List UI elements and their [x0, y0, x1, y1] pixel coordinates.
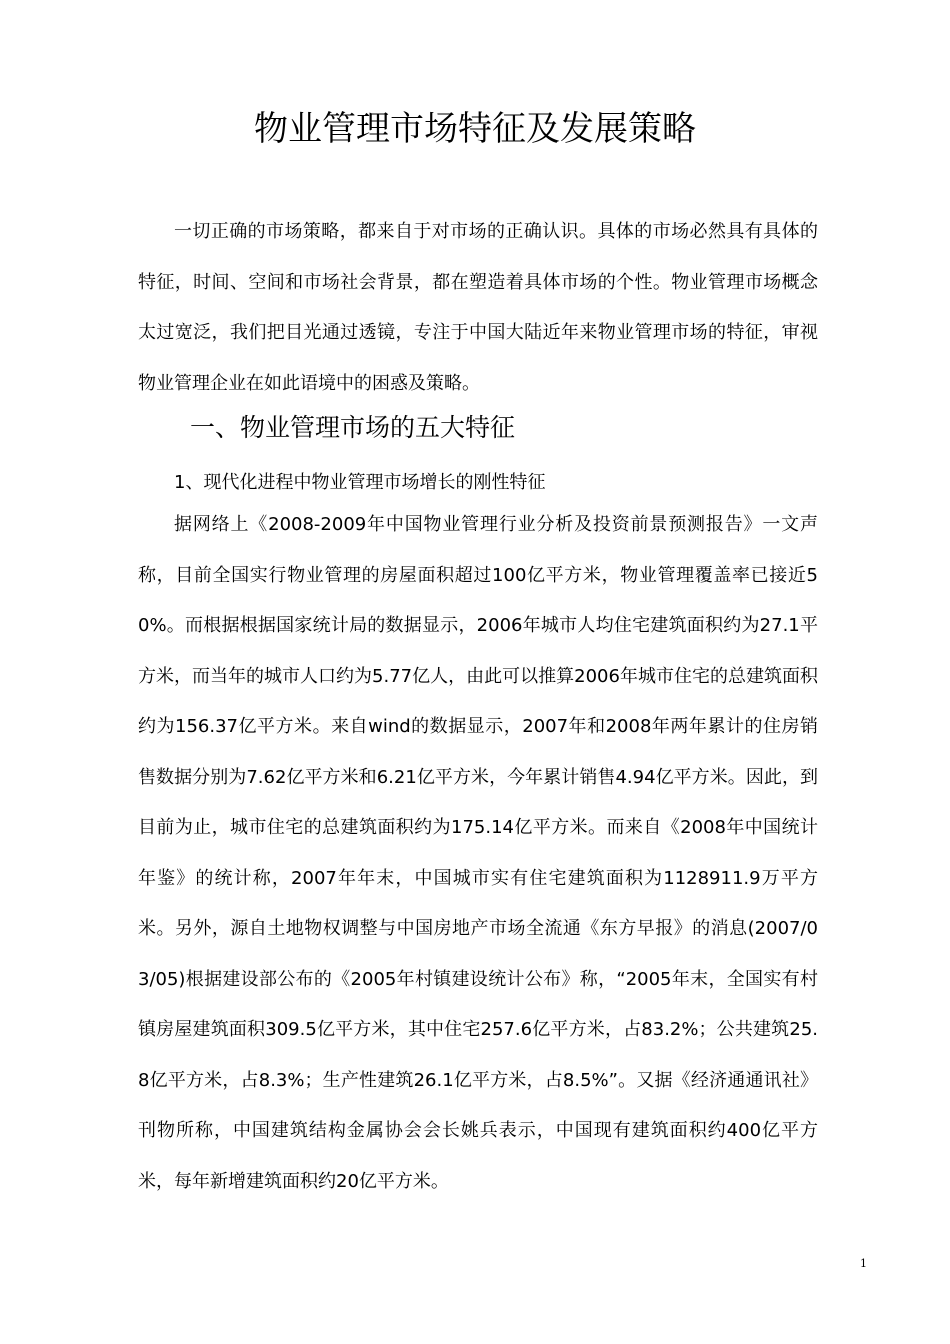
- section-heading: 一、物业管理市场的五大特征: [190, 413, 516, 442]
- body-paragraph: 据网络上《2008-2009年中国物业管理行业分析及投资前景预测报告》一文声称，目前全国实行物业管理的房屋面积超过100亿平方米，物业管理覆盖率已接近50%。而根据根据国家统计局的数据显示，2006年城市人均住宅建筑面积约为27.1平方米，而当年的城市人口约为5.77亿人，由此可以推算2006年城市住宅的总建筑面积约为156.37亿平方米。来自wind的数据显示，2007年和2008年两年累计的住房销售数据分别为7.62亿平方米和6.21亿平方米，今年累计销售4.94亿平方米。因此，到目前为止，城市住宅的总建筑面积约为175.14亿平方米。而来自《2008年中国统计年鉴》的统计称，2007年年末，中国城市实有住宅建筑面积为1128911.9万平方米。另外，源自土地物权调整与中国房地产市场全流通《东方早报》的消息(2007/03/05)根据建设部公布的《2005年村镇建设统计公布》称，“2005年末，全国实有村镇房屋建筑面积309.5亿平方米，其中住宅257.6亿平方米，占83.2%；公共建筑25.8亿平方米，占8.3%；生产性建筑26.1亿平方米，占8.5%”。又据《经济通通讯社》刊物所称，中国建筑结构金属协会会长姚兵表示，中国现有建筑面积约400亿平方米，每年新增建筑面积约20亿平方米。: [138, 514, 818, 1192]
- intro-paragraph: 一切正确的市场策略，都来自于对市场的正确认识。具体的市场必然具有具体的特征，时间、空间和市场社会背景，都在塑造着具体市场的个性。物业管理市场概念太过宽泛，我们把目光通过透镜，专注于中国大陆近年来物业管理市场的特征，审视物业管理企业在如此语境中的困惑及策略。: [138, 221, 818, 394]
- document-title: 物业管理市场特征及发展策略: [254, 109, 696, 149]
- page-number: 1: [860, 1257, 867, 1270]
- subsection-heading: 1、现代化进程中物业管理市场增长的刚性特征: [174, 472, 546, 493]
